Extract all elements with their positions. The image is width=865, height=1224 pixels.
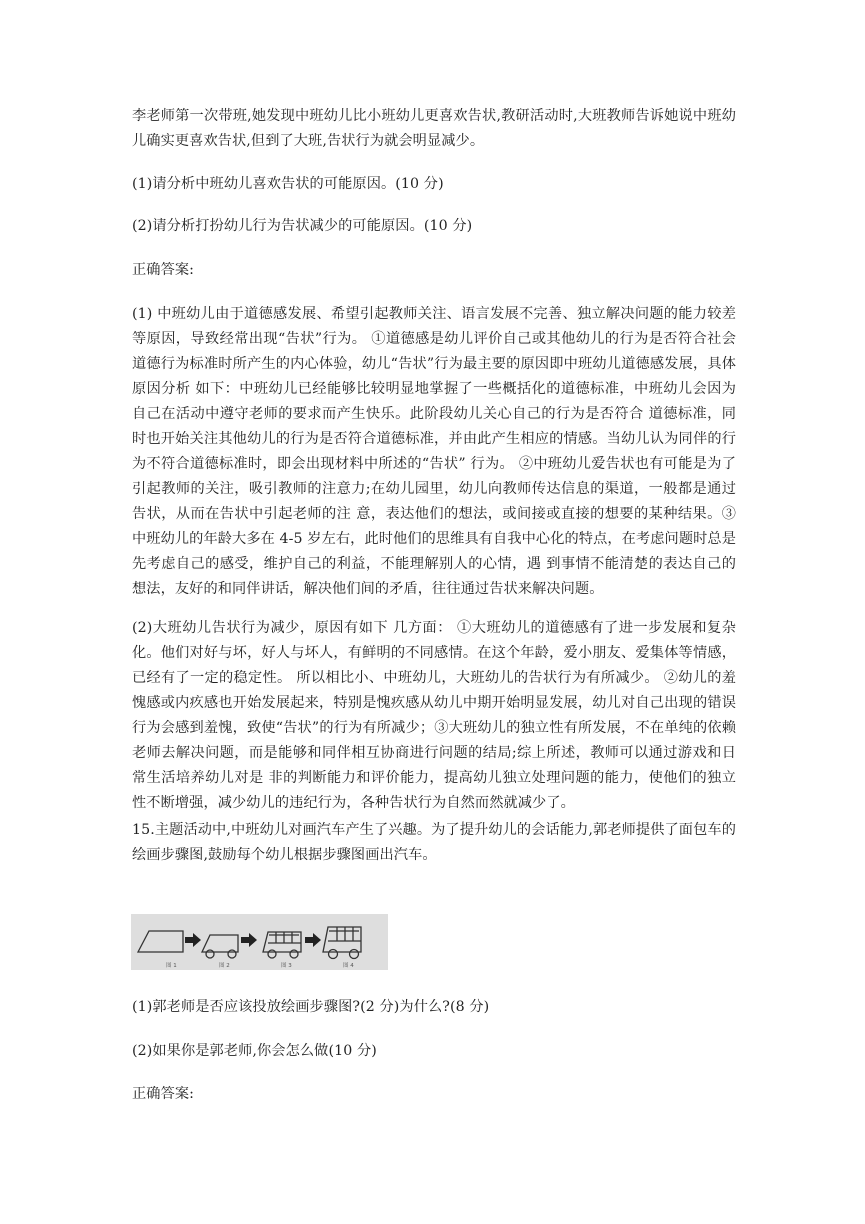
caption-step-1: 图 1 (166, 963, 177, 969)
drawing-steps-figure (131, 914, 388, 970)
caption-step-4: 图 4 (343, 963, 354, 969)
intro-paragraph: 李老师第一次带班,她发现中班幼儿比小班幼儿更喜欢告状,教研活动时,大班教师告诉她说中班幼儿确实更喜欢告状,但到了大班,告状行为就会明显减少。 (132, 108, 736, 149)
arrow-icon-3 (305, 933, 321, 947)
caption-step-2: 图 2 (219, 963, 230, 969)
question-15: 15.主题活动中,中班幼儿对画汽车产生了兴趣。为了提升幼儿的会话能力,郭老师提供了面包车的绘画步骤图,鼓励每个幼儿根据步骤图画出汽车。 (132, 822, 736, 863)
answer-2-paragraph: (2)大班幼儿告状行为减少，原因有如下 几方面： ①大班幼儿的道德感有了进一步发展和复杂化。他们对好与坏，好人与坏人，有鲜明的不同感情。在这个年龄，爱小朋友、爱集体等情感，已经有了一定的稳定性。 所以相比小、中班幼儿，大班幼儿的告状行为有所减少。 ②幼儿的羞愧感或内疚感也开始发展起来，特别是愧疚感从幼儿中期开始明显发展，幼儿对自己出现的错误行为会感到羞愧，致使“告状”的行为有所减少；③大班幼儿的独立性有所发展，不在单纯的依赖老师去解决问题，而是能够和同伴相互协商进行问题的结局;综上所述，教师可以通过游戏和日常生活培养幼儿对是 非的判断能力和评价能力，提高幼儿独立处理问题的能力，使他们的独立性不断增强，减少幼儿的违纪行为，各种告状行为自然而然就减少了。 (132, 620, 736, 811)
question-15-part-1: (1)郭老师是否应该投放绘画步骤图?(2 分)为什么?(8 分) (132, 999, 490, 1015)
arrow-icon-2 (241, 933, 257, 947)
question-1: (1)请分析中班幼儿喜欢告状的可能原因。(10 分) (132, 176, 444, 192)
question-15-part-2: (2)如果你是郭老师,你会怎么做(10 分) (132, 1043, 377, 1059)
arrow-icon-1 (185, 933, 201, 947)
question-2: (2)请分析打扮幼儿行为告状减少的可能原因。(10 分) (132, 218, 473, 234)
van-step-1-drawing (138, 931, 183, 952)
answer-label-2: 正确答案: (132, 1086, 195, 1102)
drawing-steps-image (131, 914, 388, 970)
answer-label: 正确答案: (132, 262, 195, 278)
caption-step-3: 图 3 (281, 963, 292, 969)
answer-1-paragraph: (1) 中班幼儿由于道德感发展、希望引起教师关注、语言发展不完善、独立解决问题的能力较差等原因，导致经常出现“告状”行为。 ①道德感是幼儿评价自己或其他幼儿的行为是否符合社会道德行为标准时所产生的内心体验，幼儿“告状”行为最主要的原因即中班幼儿道德感发展，具体原因分析 如下：中班幼儿已经能够比较明显地掌握了一些概括化的道德标准，中班幼儿会因为自己在活动中遵守老师的要求而产生快乐。此阶段幼儿关心自己的行为是否符合 道德标准，同时也开始关注其他幼儿的行为是否符合道德标准，并由此产生相应的情感。当幼儿认为同伴的行为不符合道德标准时，即会出现材料中所述的“告状” 行为。 ②中班幼儿爱告状也有可能是为了引起教师的关注，吸引教师的注意力;在幼儿园里，幼儿向教师传达信息的渠道，一般都是通过告状，从而在告状中引起老师的注 意，表达他们的想法，或间接或直接的想要的某种结果。③中班幼儿的年龄大多在 4-5 岁左右，此时他们的思维具有自我中心化的特点，在考虑问题时总是先考虑自己的感受，维护自己的利益，不能理解别人的心情，遇 到事情不能清楚的表达自己的想法，友好的和同伴讲话，解决他们间的矛盾，往往通过告状来解决问题。 (132, 306, 736, 597)
